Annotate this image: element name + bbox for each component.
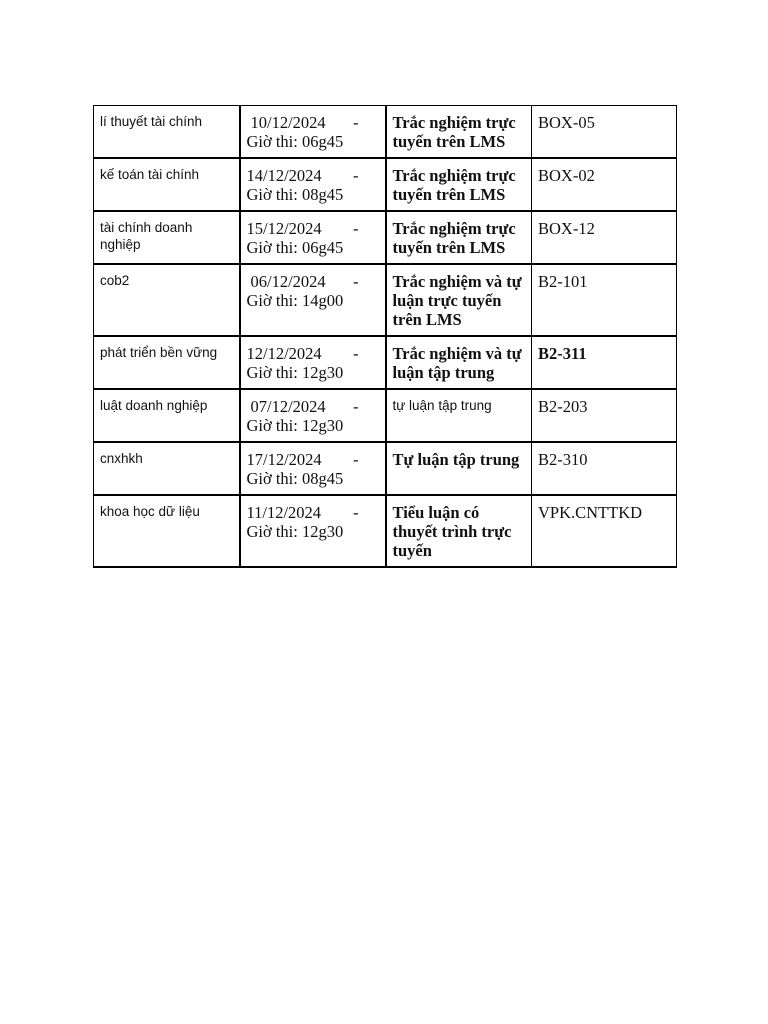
exam-date: 12/12/2024 bbox=[246, 344, 322, 363]
date-separator: - bbox=[353, 113, 359, 132]
table-row bbox=[94, 211, 677, 264]
exam-date: 17/12/2024 bbox=[246, 450, 322, 469]
subject-name: luật doanh nghiệp bbox=[100, 398, 208, 413]
table-row bbox=[94, 442, 677, 495]
date-cell bbox=[240, 211, 386, 264]
table-row bbox=[94, 495, 677, 567]
subject-name: cnxhkh bbox=[100, 451, 143, 466]
exam-time: Giờ thi: 12g30 bbox=[246, 416, 344, 435]
exam-format: tự luận tập trung bbox=[392, 398, 492, 413]
exam-room: B2-311 bbox=[538, 344, 587, 363]
format-cell bbox=[386, 442, 532, 495]
exam-format: Trắc nghiệm và tự luận trực tuyến trên LMS bbox=[392, 272, 522, 329]
subject-cell bbox=[94, 211, 240, 264]
exam-schedule-table bbox=[93, 105, 677, 568]
exam-format: Tự luận tập trung bbox=[392, 450, 520, 469]
table-row bbox=[94, 158, 677, 211]
subject-cell bbox=[94, 264, 240, 336]
subject-cell bbox=[94, 495, 240, 567]
room-cell bbox=[532, 495, 677, 567]
room-cell bbox=[532, 442, 677, 495]
table-row bbox=[94, 106, 677, 159]
exam-format: Trắc nghiệm trực tuyến trên LMS bbox=[392, 219, 516, 257]
exam-time: Giờ thi: 06g45 bbox=[246, 238, 344, 257]
date-separator: - bbox=[353, 397, 359, 416]
format-cell bbox=[386, 106, 532, 159]
date-cell bbox=[240, 495, 386, 567]
date-cell bbox=[240, 106, 386, 159]
date-cell bbox=[240, 442, 386, 495]
format-cell bbox=[386, 158, 532, 211]
subject-name: lí thuyết tài chính bbox=[100, 114, 203, 129]
room-cell bbox=[532, 336, 677, 389]
format-cell bbox=[386, 211, 532, 264]
room-cell bbox=[532, 264, 677, 336]
exam-time: Giờ thi: 08g45 bbox=[246, 469, 344, 488]
subject-cell bbox=[94, 389, 240, 442]
date-separator: - bbox=[353, 503, 359, 522]
date-cell bbox=[240, 264, 386, 336]
exam-room: VPK.CNTTKD bbox=[538, 503, 643, 522]
subject-name: cob2 bbox=[100, 273, 130, 288]
date-separator: - bbox=[353, 219, 359, 238]
exam-date: 06/12/2024 bbox=[250, 272, 326, 291]
subject-cell bbox=[94, 442, 240, 495]
exam-format: Trắc nghiệm trực tuyến trên LMS bbox=[392, 113, 516, 151]
table-row bbox=[94, 336, 677, 389]
exam-date: 07/12/2024 bbox=[250, 397, 326, 416]
table-row bbox=[94, 264, 677, 336]
exam-room: BOX-02 bbox=[538, 166, 595, 185]
format-cell bbox=[386, 389, 532, 442]
exam-room: B2-203 bbox=[538, 397, 588, 416]
exam-date: 15/12/2024 bbox=[246, 219, 322, 238]
exam-format: Tiểu luận có thuyết trình trực tuyến bbox=[392, 503, 512, 560]
exam-date: 10/12/2024 bbox=[250, 113, 326, 132]
room-cell bbox=[532, 158, 677, 211]
exam-time: Giờ thi: 12g30 bbox=[246, 363, 344, 382]
exam-format: Trắc nghiệm và tự luận tập trung bbox=[392, 344, 522, 382]
subject-cell bbox=[94, 336, 240, 389]
date-separator: - bbox=[353, 344, 359, 363]
subject-cell bbox=[94, 158, 240, 211]
table-row bbox=[94, 389, 677, 442]
subject-name: phát triển bền vững bbox=[100, 345, 218, 360]
exam-time: Giờ thi: 08g45 bbox=[246, 185, 344, 204]
exam-date: 14/12/2024 bbox=[246, 166, 322, 185]
subject-name: khoa học dữ liệu bbox=[100, 504, 200, 519]
exam-room: BOX-12 bbox=[538, 219, 595, 238]
date-cell bbox=[240, 158, 386, 211]
subject-cell bbox=[94, 106, 240, 159]
exam-time: Giờ thi: 06g45 bbox=[246, 132, 344, 151]
exam-time: Giờ thi: 14g00 bbox=[246, 291, 344, 310]
date-separator: - bbox=[353, 450, 359, 469]
date-cell bbox=[240, 389, 386, 442]
exam-room: B2-101 bbox=[538, 272, 588, 291]
format-cell bbox=[386, 495, 532, 567]
format-cell bbox=[386, 264, 532, 336]
date-separator: - bbox=[353, 166, 359, 185]
room-cell bbox=[532, 106, 677, 159]
subject-name: tài chính doanh nghiệp bbox=[100, 220, 193, 252]
format-cell bbox=[386, 336, 532, 389]
exam-room: BOX-05 bbox=[538, 113, 595, 132]
exam-date: 11/12/2024 bbox=[246, 503, 322, 522]
room-cell bbox=[532, 389, 677, 442]
date-separator: - bbox=[353, 272, 359, 291]
subject-name: kế toán tài chính bbox=[100, 167, 200, 182]
date-cell bbox=[240, 336, 386, 389]
room-cell bbox=[532, 211, 677, 264]
exam-time: Giờ thi: 12g30 bbox=[246, 522, 344, 541]
exam-room: B2-310 bbox=[538, 450, 588, 469]
exam-format: Trắc nghiệm trực tuyến trên LMS bbox=[392, 166, 516, 204]
